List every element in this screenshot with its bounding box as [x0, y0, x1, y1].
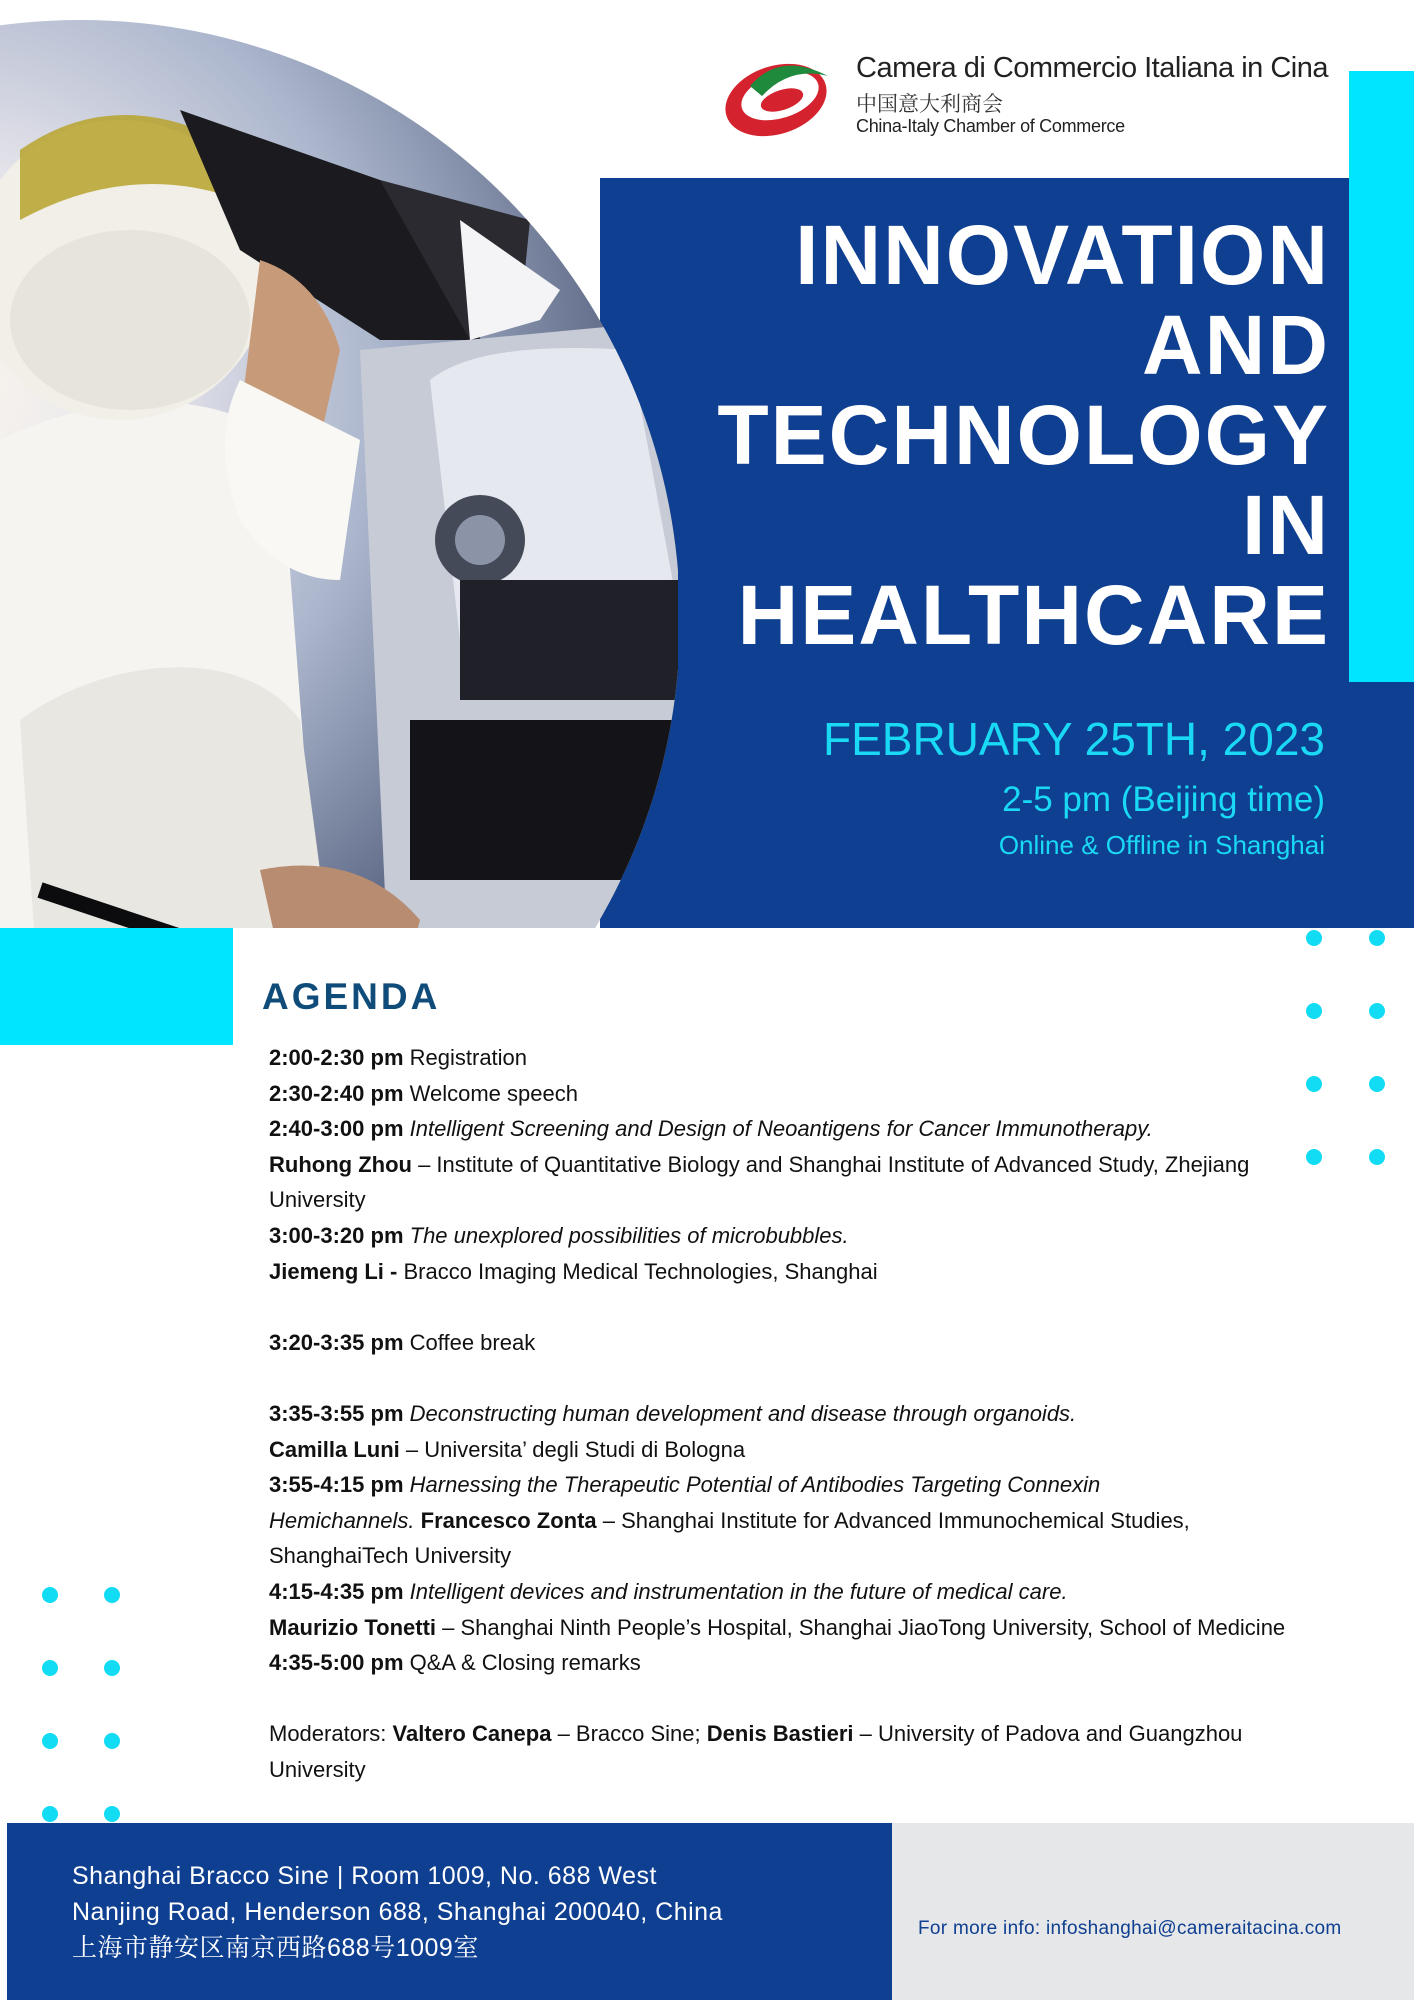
agenda-talk-title: Intelligent Screening and Design of Neoantigens for Cancer Immunotherapy.	[403, 1116, 1153, 1142]
agenda-moderators	[269, 1716, 1304, 1787]
agenda-speaker	[269, 1432, 1304, 1468]
dot	[1306, 1003, 1322, 1019]
title-line: AND	[1142, 298, 1330, 392]
dot	[42, 1733, 58, 1749]
agenda-spacer	[269, 1681, 1304, 1717]
title-line: IN	[1242, 478, 1330, 572]
speaker-affiliation: – Universita’ degli Studi di Bologna	[399, 1436, 746, 1462]
event-title	[640, 210, 1330, 660]
address-line: Nanjing Road, Henderson 688, Shanghai 200040, China	[72, 1898, 723, 1926]
agenda-item	[269, 1467, 1304, 1574]
agenda-talk-title: Deconstructing human development and disease through organoids.	[403, 1400, 1077, 1426]
agenda-time: 3:55-4:15 pm	[269, 1472, 404, 1498]
address-line: Shanghai Bracco Sine | Room 1009, No. 688 West	[72, 1862, 657, 1890]
chamber-emblem-icon	[720, 56, 832, 142]
agenda-item	[269, 1040, 1304, 1076]
speaker-affiliation: – Shanghai Ninth People’s Hospital, Shanghai JiaoTong University, School of Medicine	[436, 1614, 1286, 1640]
microscope-scientist-illustration	[0, 20, 678, 928]
agenda-item	[269, 1574, 1304, 1610]
event-date: FEBRUARY 25TH, 2023	[823, 713, 1325, 765]
dot	[42, 1660, 58, 1676]
hero-photo	[0, 0, 678, 928]
agenda-time: 2:40-3:00 pm	[269, 1116, 404, 1142]
agenda-time: 3:35-3:55 pm	[269, 1400, 404, 1426]
speaker-name: Maurizio Tonetti	[269, 1614, 437, 1640]
footer-contact-panel	[892, 1823, 1414, 2000]
speaker-name: Jiemeng Li -	[269, 1258, 398, 1284]
moderator-name: Denis Bastieri	[706, 1721, 854, 1747]
logo-name-it: Camera di Commercio Italiana in Cina	[856, 52, 1328, 84]
agenda-heading: AGENDA	[262, 976, 441, 1017]
moderators-label: Moderators:	[269, 1721, 393, 1747]
speaker-name: Ruhong Zhou	[269, 1151, 412, 1177]
speaker-affiliation: Bracco Imaging Medical Technologies, Shanghai	[397, 1258, 878, 1284]
event-time: 2-5 pm (Beijing time)	[1002, 780, 1325, 819]
cyan-accent-block	[0, 928, 233, 1045]
agenda-talk-title: Harnessing the Therapeutic Potential of Antibodies Targeting Connexin Hemichannels.	[269, 1472, 1101, 1533]
agenda-time: 3:20-3:35 pm	[269, 1329, 404, 1355]
agenda-speaker	[269, 1254, 1304, 1290]
moderator-affiliation: – University of Padova and Guangzhou University	[269, 1721, 1243, 1782]
moderator-affiliation: – Bracco Sine;	[551, 1721, 707, 1747]
dot	[1369, 1076, 1385, 1092]
speaker-name: Camilla Luni	[269, 1436, 400, 1462]
dot	[1369, 1003, 1385, 1019]
dot	[104, 1806, 120, 1822]
speaker-name: Francesco Zonta	[414, 1507, 597, 1533]
agenda-text: Q&A & Closing remarks	[403, 1650, 641, 1676]
dot	[104, 1587, 120, 1603]
title-line: INNOVATION	[795, 208, 1330, 302]
agenda-speaker	[269, 1610, 1304, 1646]
agenda-time: 2:00-2:30 pm	[269, 1045, 404, 1070]
dot	[1306, 1149, 1322, 1165]
contact-email[interactable]: For more info: infoshanghai@cameraitacina.com	[918, 1918, 1342, 1939]
event-location: Online & Offline in Shanghai	[998, 830, 1325, 860]
dot	[104, 1660, 120, 1676]
agenda-item	[269, 1218, 1304, 1254]
title-line: TECHNOLOGY	[717, 388, 1330, 482]
agenda-talk-title: The unexplored possibilities of microbubbles.	[403, 1222, 849, 1248]
venue-address	[72, 1858, 723, 1966]
agenda-time: 2:30-2:40 pm	[269, 1080, 404, 1106]
agenda-list	[269, 1040, 1304, 1787]
address-line: 上海市静安区南京西路688号1009室	[72, 1934, 479, 1962]
agenda-text: Coffee break	[403, 1329, 536, 1355]
speaker-affiliation: – Institute of Quantitative Biology and Shanghai Institute of Advanced Study, Zhejiang University	[269, 1151, 1250, 1213]
logo-name-cn: 中国意大利商会	[856, 93, 1003, 116]
title-line: HEALTHCARE	[737, 568, 1330, 662]
agenda-spacer	[269, 1360, 1304, 1396]
agenda-time: 3:00-3:20 pm	[269, 1222, 404, 1248]
chamber-logo	[720, 52, 1328, 142]
agenda-time: 4:35-5:00 pm	[269, 1650, 404, 1676]
agenda-item	[269, 1111, 1304, 1147]
agenda-item	[269, 1325, 1304, 1361]
agenda-item	[269, 1076, 1304, 1112]
agenda-speaker	[269, 1147, 1304, 1218]
agenda-time: 4:15-4:35 pm	[269, 1578, 404, 1604]
logo-name-en: China-Italy Chamber of Commerce	[856, 116, 1125, 136]
agenda-spacer	[269, 1289, 1304, 1325]
dot	[1369, 930, 1385, 946]
agenda-text: Welcome speech	[403, 1080, 578, 1106]
dot	[1369, 1149, 1385, 1165]
dot	[42, 1587, 58, 1603]
moderator-name: Valtero Canepa	[392, 1721, 552, 1747]
agenda-text: Registration	[403, 1045, 528, 1070]
agenda-talk-title: Intelligent devices and instrumentation in the future of medical care.	[403, 1578, 1068, 1604]
dot	[42, 1806, 58, 1822]
dot	[1306, 930, 1322, 946]
cyan-accent-bar	[1349, 71, 1414, 682]
dot	[104, 1733, 120, 1749]
agenda-item	[269, 1396, 1304, 1432]
speaker-affiliation: – Shanghai Institute for Advanced Immunochemical Studies, ShanghaiTech University	[269, 1507, 1190, 1569]
dot	[1306, 1076, 1322, 1092]
agenda-item	[269, 1645, 1304, 1681]
